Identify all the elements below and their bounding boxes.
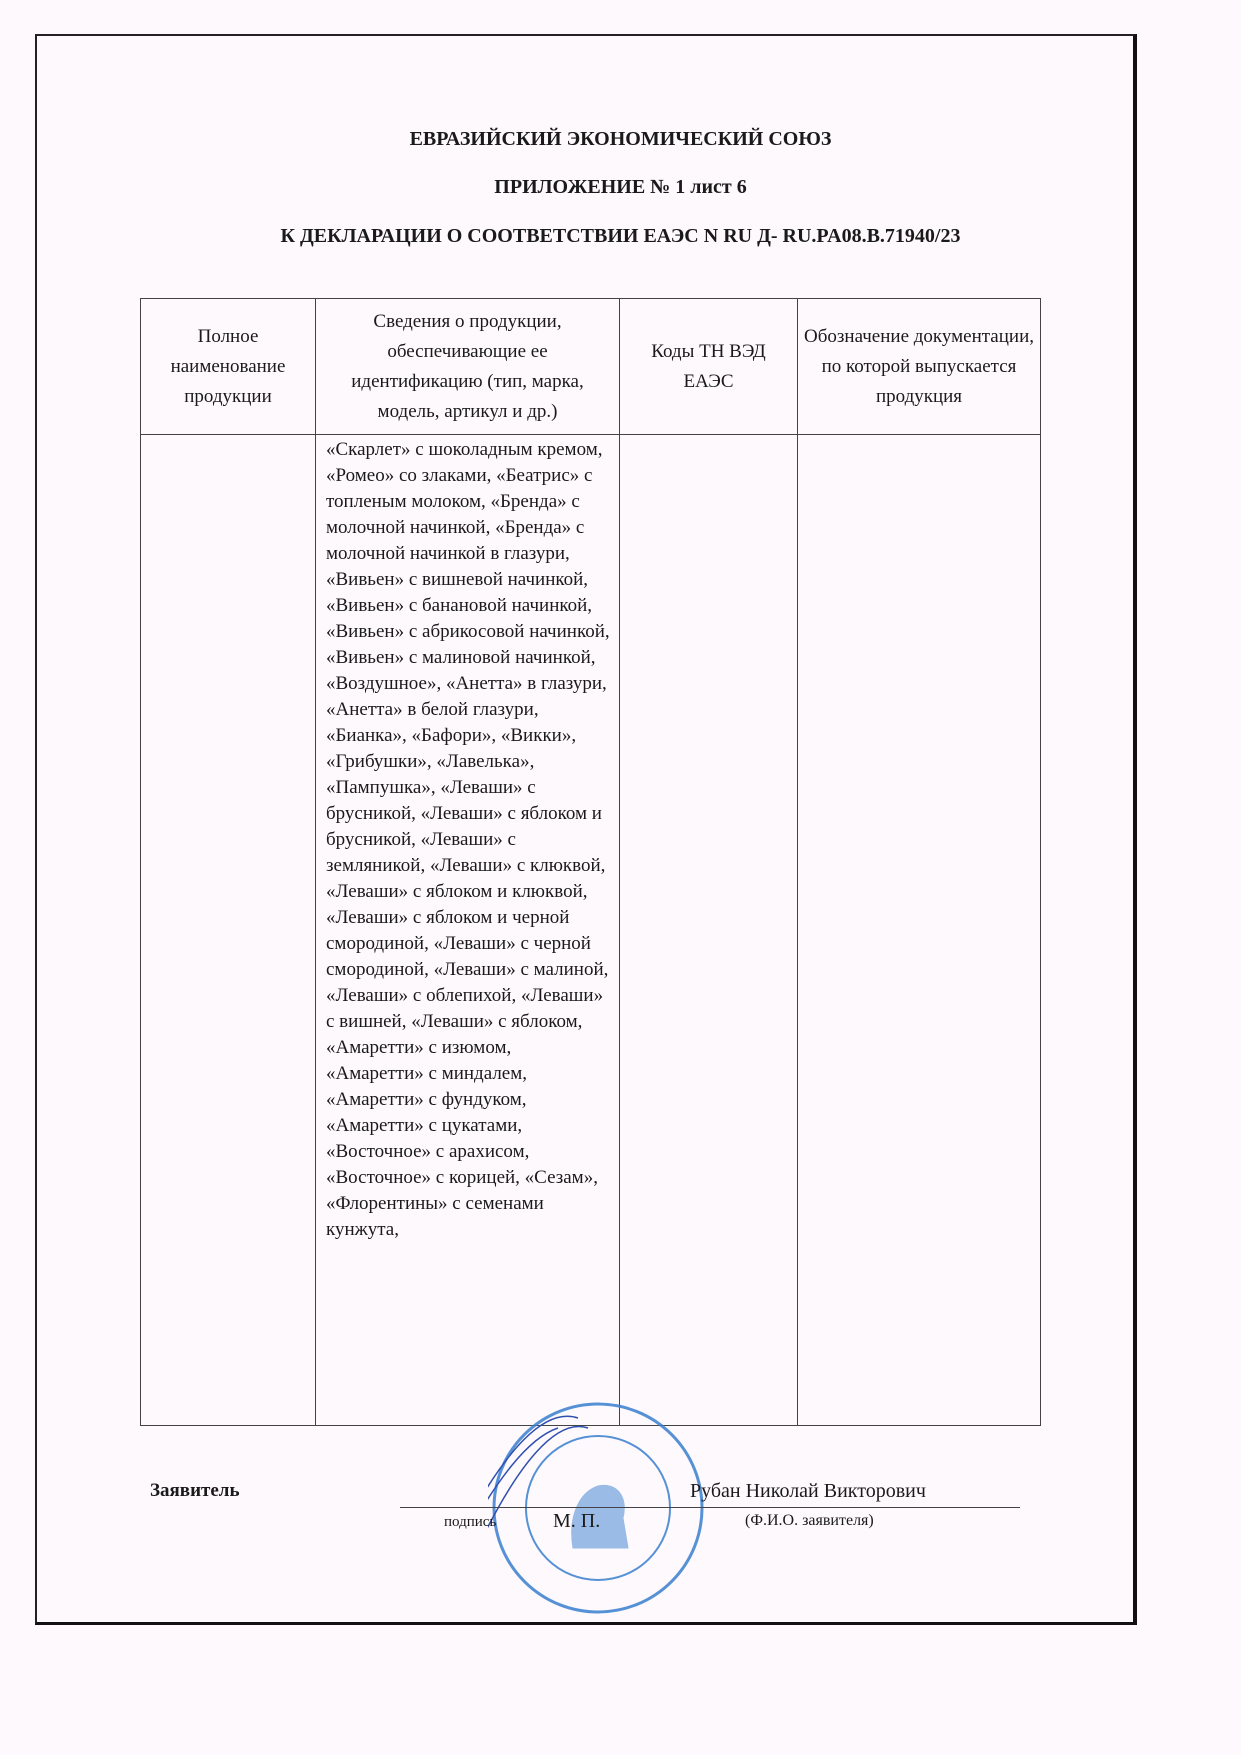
cell-docs <box>798 435 1041 1426</box>
signature-line <box>400 1507 1020 1508</box>
products-table <box>140 298 1041 1426</box>
appendix-title: ПРИЛОЖЕНИЕ № 1 лист 6 <box>494 176 747 198</box>
cell-description: «Скарлет» с шоколадным кремом, «Ромео» со злаками, «Беатрис» с топленым молоком, «Бренда» с молочной начинкой, «Бренда» с молочной начинкой в глазури, «Вивьен» с вишневой начинкой, «Вивьен» с банановой начинкой, «Вивьен» с абрикосовой начинкой, «Вивьен» с малиновой начинкой, «Воздушное», «Анетта» в глазури, «Анетта» в белой глазури, «Бианка», «Бафори», «Викки», «Грибушки», «Лавелька», «Пампушка», «Леваши» с брусникой, «Леваши» с яблоком и брусникой, «Леваши» с земляникой, «Леваши» с клюквой, «Леваши» с яблоком и клюквой, «Леваши» с яблоком и черной смородиной, «Леваши» с черной смородиной, «Леваши» с малиной, «Леваши» с облепихой, «Леваши» с вишней, «Леваши» с яблоком, «Амаретти» с изюмом, «Амаретти» с миндалем, «Амаретти» с фундуком, «Амаретти» с цукатами, «Восточное» с арахисом, «Восточное» с корицей, «Сезам», «Флорентины» с семенами кунжута, <box>316 435 620 1426</box>
column-header-codes: Коды ТН ВЭД ЕАЭС <box>620 299 798 435</box>
name-caption: (Ф.И.О. заявителя) <box>745 1512 874 1529</box>
column-header-description: Сведения о продукции, обеспечивающие ее идентификацию (тип, марка, модель, артикул и др.) <box>316 299 620 435</box>
declaration-title: К ДЕКЛАРАЦИИ О СООТВЕТСТВИИ ЕАЭС N RU Д- RU.PA08.B.71940/23 <box>280 225 961 247</box>
union-title: ЕВРАЗИЙСКИЙ ЭКОНОМИЧЕСКИЙ СОЮЗ <box>409 128 832 150</box>
applicant-label: Заявитель <box>150 1480 240 1501</box>
column-header-name: Полное наименование продукции <box>141 299 316 435</box>
column-header-docs: Обозначение документации, по которой выпускается продукция <box>798 299 1041 435</box>
seal-caption: М. П. <box>553 1510 601 1532</box>
company-stamp-icon <box>488 1398 708 1618</box>
cell-name <box>141 435 316 1426</box>
table-row <box>141 435 1041 1426</box>
applicant-name: Рубан Николай Викторович <box>690 1480 926 1502</box>
signature-caption: подпись <box>444 1514 497 1530</box>
cell-codes <box>620 435 798 1426</box>
table-header-row <box>141 299 1041 435</box>
